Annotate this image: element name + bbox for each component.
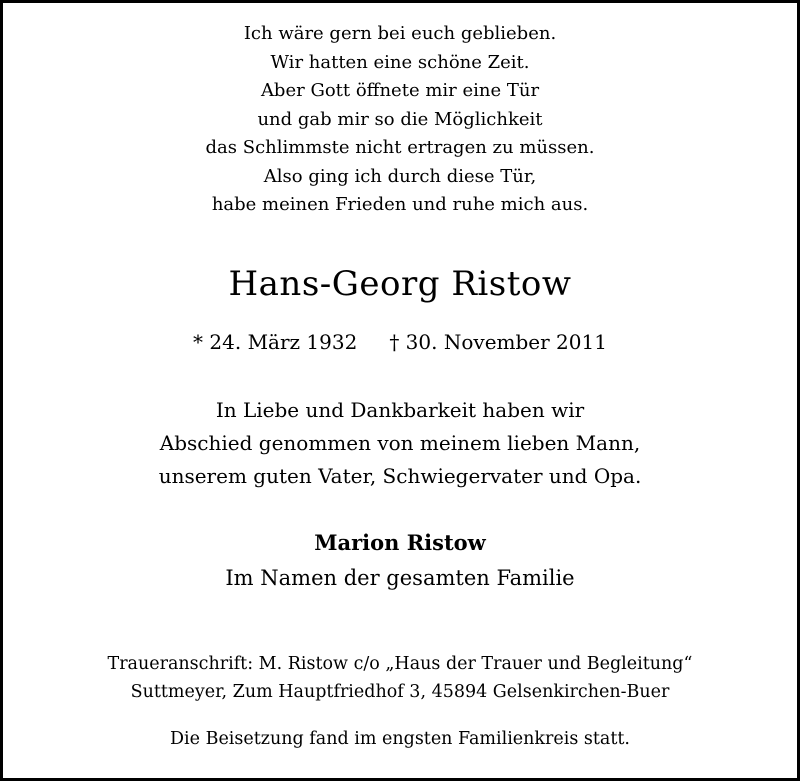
address-line: Suttmeyer, Zum Hauptfriedhof 3, 45894 Gelsenkirchen-Buer (130, 682, 670, 702)
poem-line: Ich wäre gern bei euch geblieben. (243, 23, 557, 44)
poem (0, 20, 800, 220)
announcement-line: In Liebe und Dankbarkeit haben wir (215, 398, 585, 422)
deceased-name: Hans-Georg Ristow (228, 264, 572, 304)
poem-line: Wir hatten eine schöne Zeit. (270, 51, 530, 73)
announcement-line: unserem guten Vater, Schwiegervater und Opa. (158, 464, 642, 488)
life-dates (0, 326, 800, 358)
signer-name: Marion Ristow (314, 530, 486, 555)
birth-date: * 24. März 1932 (193, 330, 358, 354)
signer-note: Im Namen der gesamten Familie (225, 566, 575, 590)
announcement (0, 394, 800, 493)
poem-line: das Schlimmste nicht ertragen zu müssen. (205, 137, 595, 158)
mourning-address (0, 650, 800, 706)
poem-line: und gab mir so die Möglichkeit (257, 108, 543, 130)
poem-line: Aber Gott öffnete mir eine Tür (260, 80, 540, 101)
death-date: † 30. November 2011 (389, 330, 607, 354)
poem-line: Also ging ich durch diese Tür, (263, 165, 537, 187)
announcement-line: Abschied genommen von meinem lieben Mann, (159, 431, 641, 455)
poem-line: habe meinen Frieden und ruhe mich aus. (211, 194, 589, 215)
funeral-note: Die Beisetzung fand im engsten Familienkreis statt. (170, 729, 630, 749)
address-line: Traueranschrift: M. Ristow c/o „Haus der Trauer und Begleitung“ (107, 654, 693, 674)
